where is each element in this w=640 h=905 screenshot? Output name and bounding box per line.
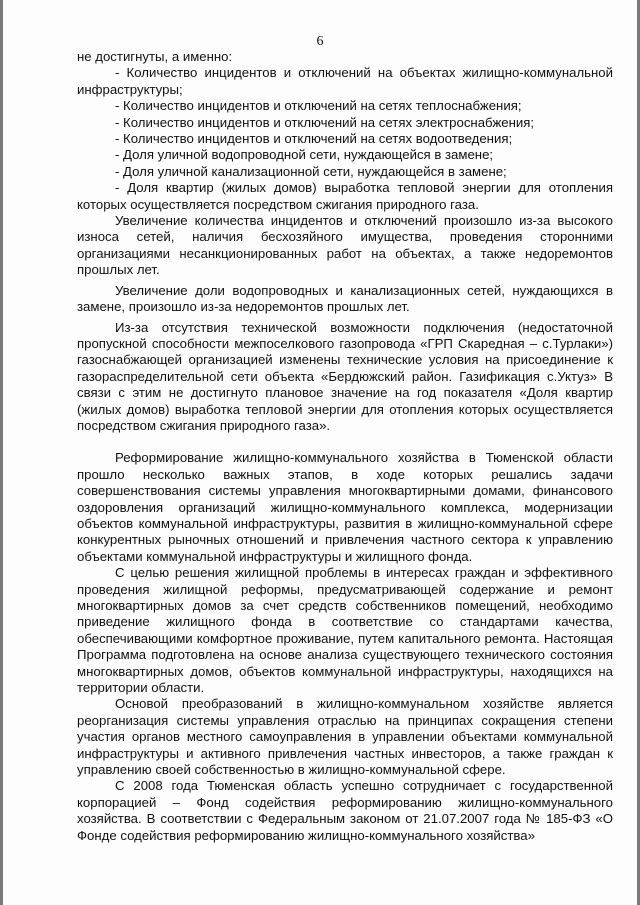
lead-line: не достигнуты, а именно: [77,49,233,64]
paragraph-reform-basis: Основой преобразований в жилищно-коммунальном хозяйстве является реорганизация системы управления отраслью на принципах сокращения степени участия органов местного самоуправления в управлении объектами коммунальной инфраструктуры и активного привлечения частных инвесторов, а также граждан к управлению своей собственностью в жилищно-коммунальной сфере. [77,696,613,778]
bullet-item: - Количество инцидентов и отключений на сетях электроснабжения; [115,114,535,130]
bullet-item: - Количество инцидентов и отключений на сетях водоотведения; [115,131,513,147]
paragraph-gas-connection: Из-за отсутствия технической возможности подключения (недостаточной пропускной способности межпоселкового газопровода «ГРП Скаредная – с.Турлаки») газоснабжающей организацией изменены технические условия на присоединение к газораспределительной сети объекта «Бердюжский район. Газификация с.Уктуз» В связи с этим не достигнуто плановое значение на год показателя «Доля квартир (жилых домов) выработка тепловой энергии для отопления которых осуществляется посредством сжигания природного газа». [77,319,613,433]
paragraph-incidents-cause: Увеличение количества инцидентов и отключений произошло из-за высокого износа сетей, наличия бесхозяйного имущества, проведения сторонними организациями несанкционированных работ на объектах, а также недоремонтов прошлых лет. [77,213,613,278]
bullet-item: - Доля уличной водопроводной сети, нуждающейся в замене; [115,147,494,163]
page-number: 6 [316,34,324,49]
paragraph-reform-stages: Реформирование жилищно-коммунального хозяйства в Тюменской области прошло несколько важных этапов, в ходе которых решались задачи совершенствования системы управления многоквартирными домами, финансового оздоровления организаций жилищно-коммунального комплекса, модернизации объектов коммунальной инфраструктуры, развития в жилищно-коммунальной сфере конкурентных рыночных отношений и привлечения частного сектора к управлению объектами коммунальной инфраструктуры и жилищного фонда. [77,450,613,564]
paragraph-network-share: Увеличение доли водопроводных и канализационных сетей, нуждающихся в замене, произошло из-за недоремонтов прошлых лет. [77,282,613,315]
scan-edge-left [0,0,3,905]
bullet-item: - Доля уличной канализационной сети, нуждающейся в замене; [115,163,507,179]
paragraph-housing-problem: С целью решения жилищной проблемы в интересах граждан и эффективного проведения жилищной реформы, предусматривающей содержание и ремонт многоквартирных домов за счет средств собственников помещений, необходимо приведение жилищного фонда в соответствие со стандартами качества, обеспечивающими комфортное проживание, путем капитального ремонта. Настоящая Программа подготовлена на основе анализа существующего технического состояния многоквартирных домов, объектов коммунальной инфраструктуры, находящихся на территории области. [77,565,613,696]
paragraph-fund-cooperation: С 2008 года Тюменская область успешно сотрудничает с государственной корпорацией – Фонд содействия реформированию жилищно-коммунального хозяйства. В соответствии с Федеральным законом от 21.07.2007 года № 185-ФЗ «О Фонде содействия реформированию жилищно-коммунального хозяйства» [77,778,613,843]
bullet-item: - Количество инцидентов и отключений на объектах жилищно-коммунальной инфраструктуры; [77,65,613,97]
bullet-item: - Количество инцидентов и отключений на сетях теплоснабжения; [115,98,522,114]
document-body [77,49,613,844]
bullet-item: - Доля квартир (жилых домов) выработка тепловой энергии для отопления которых осуществляется посредством сжигания природного газа. [77,180,613,212]
